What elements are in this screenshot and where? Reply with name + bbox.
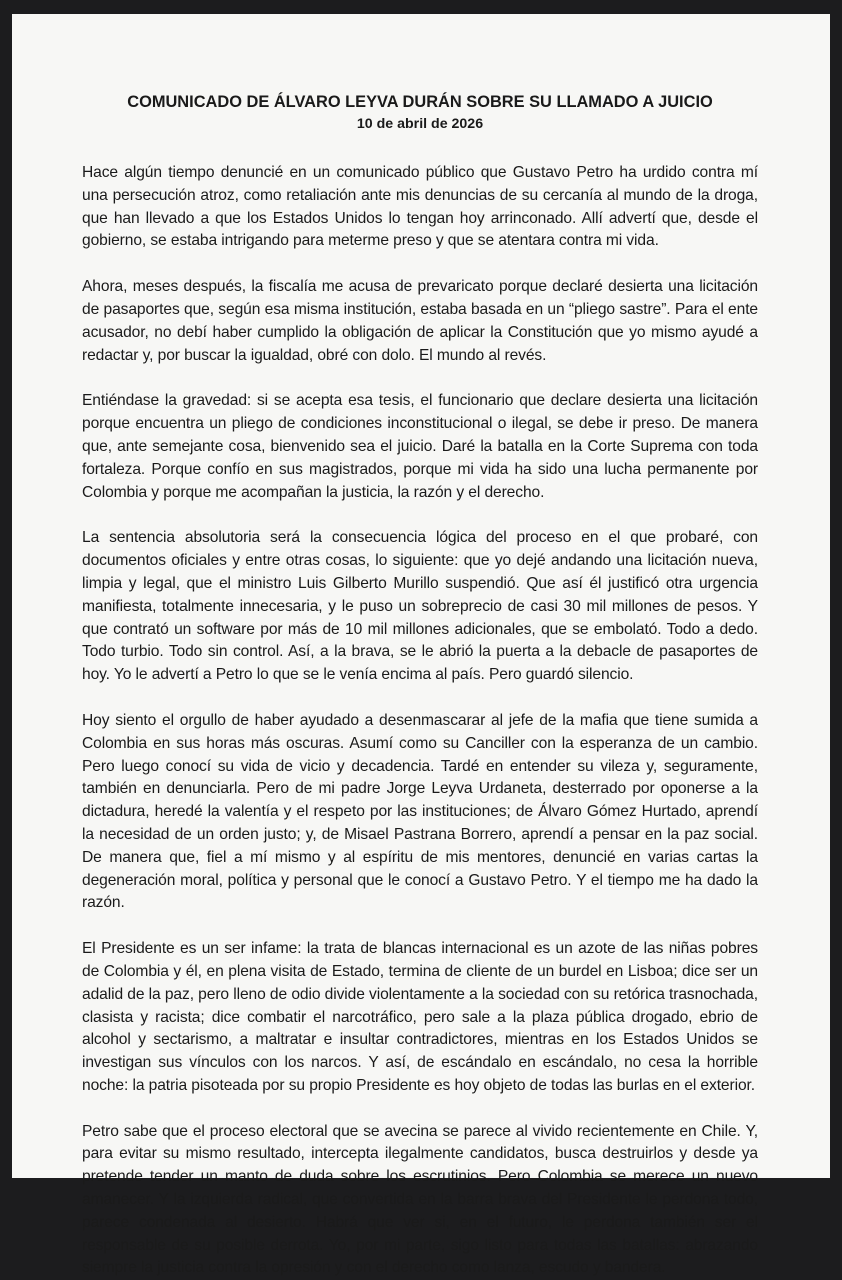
paragraph: La sentencia absolutoria será la consecuencia lógica del proceso en el que probaré, con documentos oficiales y entre otras cosas, lo siguiente: que yo dejé andando una licitación nueva, limpia y legal, que el ministro Luis Gilberto Murillo suspendió. Que así él justificó otra urgencia manifiesta, totalmente innecesaria, y le puso un sobreprecio de casi 30 mil millones de pesos. Y que contrató un software por más de 10 mil millones adicionales, que se embolató. Todo a dedo. Todo turbio. Todo sin control. Así, a la brava, se le abrió la puerta a la debacle de pasaportes de hoy. Yo le advertí a Petro lo que se le venía encima al país. Pero guardó silencio.: [82, 529, 758, 684]
document-title: COMUNICADO DE ÁLVARO LEYVA DURÁN SOBRE SU LLAMADO A JUICIO: [127, 93, 713, 111]
paragraph: Hoy siento el orgullo de haber ayudado a desenmascarar al jefe de la mafia que tiene sumida a Colombia en sus horas más oscuras. Asumí como su Canciller con la esperanza de un cambio. Pero luego conocí su vida de vicio y decadencia. Tardé en entender su vileza y, seguramente, también en denunciarla. Pero de mi padre Jorge Leyva Urdaneta, desterrado por oponerse a la dictadura, heredé la valentía y el respeto por las instituciones; de Álvaro Gómez Hurtado, aprendí la necesidad de un orden justo; y, de Misael Pastrana Borrero, aprendí a pensar en la paz social. De manera que, fiel a mí mismo y al espíritu de mis mentores, denuncié en varias cartas la degeneración moral, política y personal que le conocí a Gustavo Petro. Y el tiempo me ha dado la razón.: [82, 711, 758, 912]
document-page: [12, 14, 830, 1277]
paragraph: Entiéndase la gravedad: si se acepta esa tesis, el funcionario que declare desierta una licitación porque encuentra un pliego de condiciones inconstitucional o ilegal, se debe ir preso. De manera que, ante semejante cosa, bienvenido sea el juicio. Daré la batalla en la Corte Suprema con toda fortaleza. Porque confío en sus magistrados, porque mi vida ha sido una lucha permanente por Colombia y porque me acompañan la justicia, la razón y el derecho.: [82, 392, 758, 501]
paragraph: Petro sabe que el proceso electoral que se avecina se parece al vivido recientemente en Chile. Y, para evitar su mismo resultado, intercepta ilegalmente candidatos, busca destruirlos y desde ya pretende tender un manto de duda sobre los escrutinios. Pero Colombia se merece un nuevo amanecer. Y la izquierda radical, que convertida en la barra brava del Presidente le perdona todo, parece condenada al desierto. Habrá que ver si, en el futuro, le perdona también ser el responsable de su posible derrota. Yo, por mi parte, sigo listo para todas las batallas: abrazando siempre la justicia contra la opresión y con el derecho como lanza, escudo y bandera.: [82, 1122, 758, 1277]
document-body: [82, 162, 758, 1280]
paragraph: Hace algún tiempo denuncié en un comunicado público que Gustavo Petro ha urdido contra mí una persecución atroz, como retaliación ante mis denuncias de su cercanía al mundo de la droga, que han llevado a que los Estados Unidos lo tengan hoy arrinconado. Allí advertí que, desde el gobierno, se estaba intrigando para meterme preso y que se atentara contra mi vida.: [82, 164, 758, 250]
paragraph: Ahora, meses después, la fiscalía me acusa de prevaricato porque declaré desierta una licitación de pasaportes que, según esa misma institución, estaba basada en un “pliego sastre”. Para el ente acusador, no debí haber cumplido la obligación de aplicar la Constitución que yo mismo ayudé a redactar y, por buscar la igualdad, obré con dolo. El mundo al revés.: [82, 278, 758, 364]
document-date: 10 de abril de 2026: [356, 116, 484, 132]
paragraph: El Presidente es un ser infame: la trata de blancas internacional es un azote de las niñas pobres de Colombia y él, en plena visita de Estado, termina de cliente de un burdel en Lisboa; dice ser un adalid de la paz, pero lleno de odio divide violentamente a la sociedad con su retórica trasnochada, clasista y racista; dice combatir el narcotráfico, pero sale a la plaza pública drogado, ebrio de alcohol y sectarismo, a maltratar e insultar contradictores, mientras en los Estados Unidos se investigan sus vínculos con los narcos. Y así, de escándalo en escándalo, no cesa la horrible noche: la patria pisoteada por su propio Presidente es hoy objeto de todas las burlas en el exterior.: [82, 940, 758, 1094]
